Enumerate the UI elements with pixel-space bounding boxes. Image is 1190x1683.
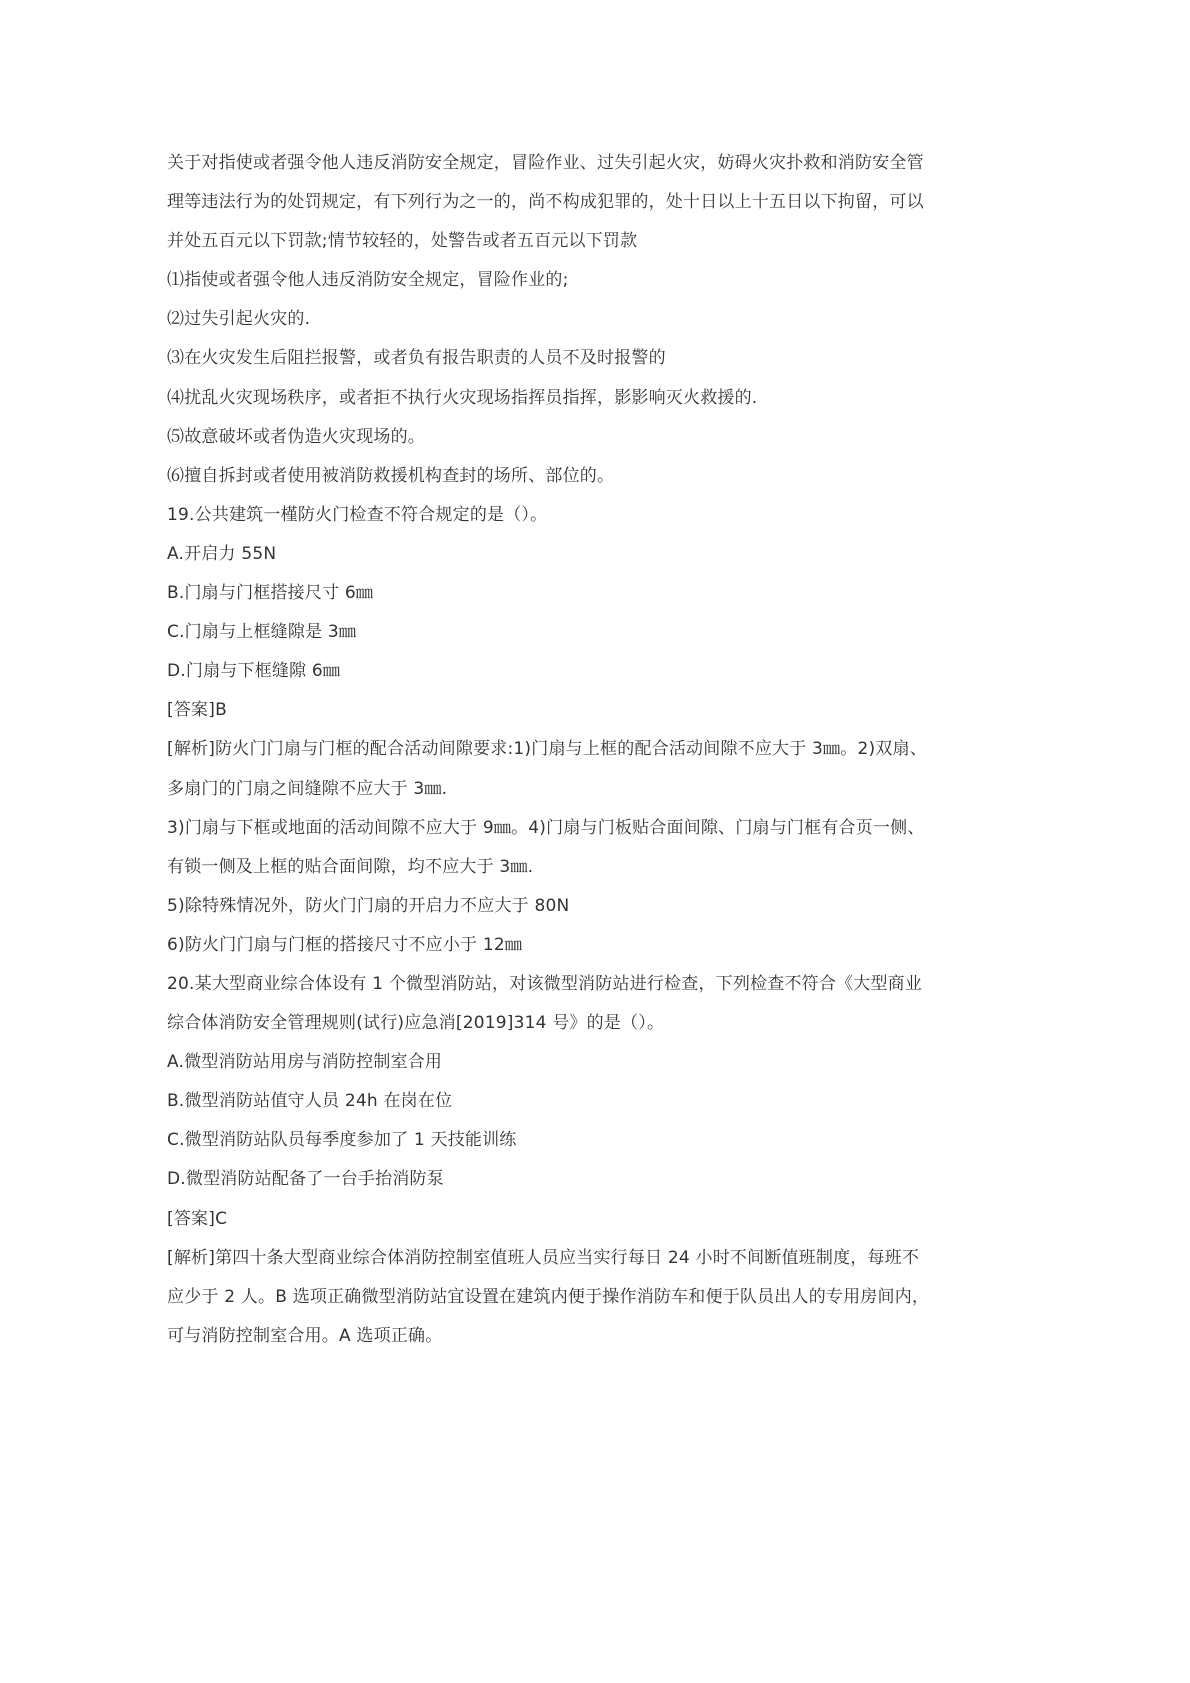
text-line: C.微型消防站队员每季度参加了 1 天技能训练 xyxy=(167,1130,517,1151)
text-line: 多扇门的门扇之间缝隙不应大于 3㎜. xyxy=(167,778,448,799)
text-line: ⑷扰乱火灾现场秩序，或者拒不执行火灾现场指挥员指挥，影影响灭火救援的. xyxy=(167,387,758,408)
text-line: 5)除特殊情况外，防火门门扇的开启力不应大于 80N xyxy=(167,895,570,916)
text-line: [解析]防火门门扇与门框的配合活动间隙要求:1)门扇与上框的配合活动间隙不应大于 3㎜。2)双扇、 xyxy=(167,739,927,760)
text-line: D.门扇与下框缝隙 6㎜ xyxy=(167,661,341,682)
text-line: ⑹擅自拆封或者使用被消防救援机构查封的场所、部位的。 xyxy=(167,465,615,486)
text-line: 理等违法行为的处罚规定，有下列行为之一的，尚不构成犯罪的，处十日以上十五日以下拘留，可以 xyxy=(167,192,924,213)
text-line: [答案]B xyxy=(167,700,227,721)
text-line: 6)防火门门扇与门框的搭接尺寸不应小于 12㎜ xyxy=(167,934,523,955)
text-line: ⑶在火灾发生后阻拦报警，或者负有报告职责的人员不及时报警的 xyxy=(167,348,666,369)
text-line: B.门扇与门框搭接尺寸 6㎜ xyxy=(167,583,374,604)
text-line: 应少于 2 人。B 选项正确微型消防站宜设置在建筑内便于操作消防车和便于队员出人的专用房间内， xyxy=(167,1286,930,1307)
text-line: ⑸故意破坏或者伪造火灾现场的。 xyxy=(167,426,425,447)
text-line: ⑴指使或者强令他人违反消防安全规定，冒险作业的; xyxy=(167,270,569,291)
text-line: 有锁一侧及上框的贴合面间隙，均不应大于 3㎜. xyxy=(167,856,534,877)
text-line: A.开启力 55N xyxy=(167,543,277,564)
text-line: 20.某大型商业综合体设有 1 个微型消防站，对该微型消防站进行检查，下列检查不符合《大型商业 xyxy=(167,973,923,994)
text-line: C.门扇与上框缝隙是 3㎜ xyxy=(167,622,357,643)
text-line: 关于对指使或者强令他人违反消防安全规定，冒险作业、过失引起火灾，妨碍火灾扑救和消防安全管 xyxy=(167,153,924,173)
text-line: 并处五百元以下罚款;情节较轻的，处警告或者五百元以下罚款 xyxy=(167,231,638,252)
text-line: [解析]第四十条大型商业综合体消防控制室值班人员应当实行每日 24 小时不间断值班制度，每班不 xyxy=(167,1247,920,1268)
text-line: 可与消防控制室合用。A 选项正确。 xyxy=(167,1325,443,1346)
text-line: A.微型消防站用房与消防控制室合用 xyxy=(167,1052,443,1073)
text-line: [答案]C xyxy=(167,1208,228,1229)
text-line: 综合体消防安全管理规则(试行)应急消[2019]314 号》的是（）。 xyxy=(167,1013,665,1034)
text-line: D.微型消防站配备了一台手抬消防泵 xyxy=(167,1169,444,1190)
text-line: 19.公共建筑一槿防火门检查不符合规定的是（）。 xyxy=(167,504,548,525)
text-line: 3)门扇与下框或地面的活动间隙不应大于 9㎜。4)门扇与门板贴合面间隙、门扇与门框有合页一侧、 xyxy=(167,817,925,838)
text-line: ⑵过失引起火灾的. xyxy=(167,309,311,330)
document-page xyxy=(167,144,967,1356)
text-line: B.微型消防站值守人员 24h 在岗在位 xyxy=(167,1091,453,1112)
